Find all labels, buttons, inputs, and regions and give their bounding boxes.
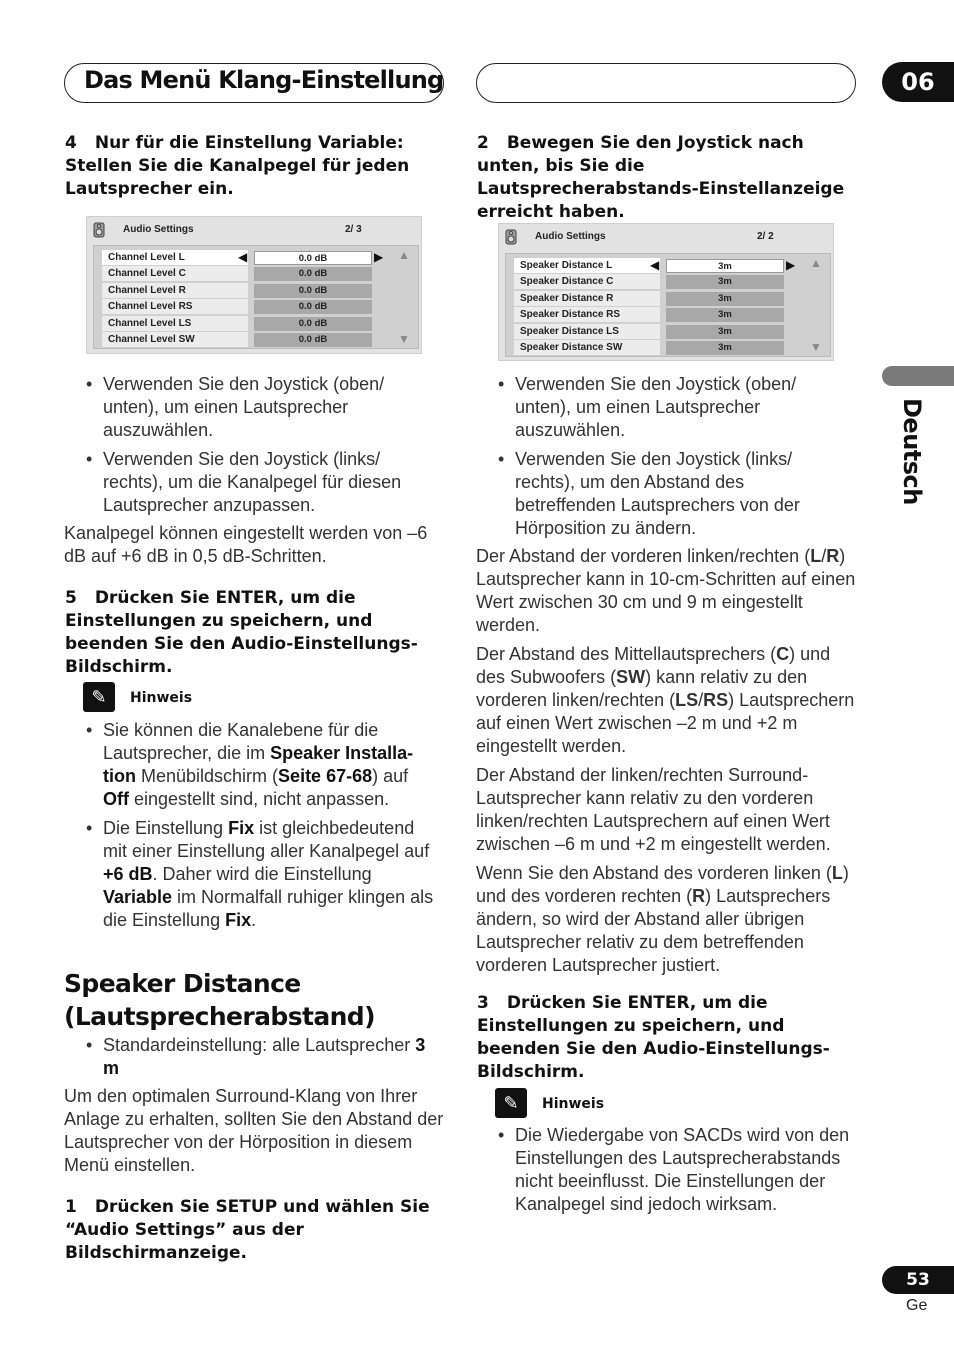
speaker-code: L <box>831 863 843 883</box>
speaker-code: L <box>810 546 822 566</box>
screen-page: 2/ 3 <box>345 224 362 235</box>
text: . Daher wird die Einstellung <box>152 864 372 884</box>
arrow-right-icon[interactable]: ▶ <box>786 258 796 272</box>
speaker-code: RS <box>703 690 729 710</box>
text: ) und des vorderen rechten ( <box>476 863 849 906</box>
setting-row[interactable] <box>510 324 806 340</box>
setting-row[interactable] <box>98 283 394 299</box>
setting-value: Variable <box>103 887 173 907</box>
text: Der Abstand der vorderen linken/rechten ( <box>476 546 811 566</box>
section-heading: Speaker Distance (Lautsprecherabstand) <box>64 969 375 1031</box>
setting-value: 3m <box>666 308 784 322</box>
setting-row[interactable] <box>510 307 806 323</box>
step-number: 5 <box>65 588 77 608</box>
language-label: Deutsch <box>898 398 926 505</box>
text: eingestellt sind, nicht anpassen. <box>129 789 390 809</box>
setting-value: Off <box>103 789 129 809</box>
scroll-up-icon[interactable]: ▲ <box>810 256 822 270</box>
bullet-list <box>86 373 426 523</box>
speaker-code: R <box>692 886 706 906</box>
setting-value: Fix <box>228 818 255 838</box>
note-label: Hinweis <box>542 1096 605 1112</box>
text: / <box>821 546 827 566</box>
scroll-down-icon[interactable]: ▼ <box>398 332 410 346</box>
page-language-code: Ge <box>906 1297 928 1314</box>
setting-value: 3m <box>666 341 784 355</box>
scroll-down-icon[interactable]: ▼ <box>810 340 822 354</box>
step-number: 2 <box>477 133 489 153</box>
default-list <box>86 1034 436 1086</box>
note-list <box>498 1124 858 1222</box>
setting-row[interactable] <box>510 291 806 307</box>
text: ) Lautsprechers ändern, so wird der Abstand aller übrigen Lautsprecher relativ zu dem betreffenden vorderen Lautsprecher justiert. <box>476 886 831 975</box>
setting-label: Channel Level R <box>102 283 248 298</box>
screen-title: Audio Settings <box>535 231 606 242</box>
paragraph <box>476 545 856 637</box>
paragraph <box>476 862 856 977</box>
screen-title: Audio Settings <box>123 224 194 235</box>
setting-row[interactable] <box>510 258 806 274</box>
channel-level-screen <box>86 216 422 354</box>
speaker-code: LS <box>675 690 699 710</box>
list-item: • Verwenden Sie den Joystick (links/ rechts), um den Abstand des betreffenden Lautsprechers von der Hörposition zu ändern. <box>498 448 843 540</box>
setting-value: 3m <box>666 259 784 273</box>
text: Menübildschirm ( <box>136 766 279 786</box>
setting-value: 0.0 dB <box>254 333 372 347</box>
setting-value: 3m <box>666 292 784 306</box>
step-number: 1 <box>65 1197 77 1217</box>
setting-label: Channel Level LS <box>102 316 248 331</box>
note-list <box>86 719 436 938</box>
setting-row[interactable] <box>98 266 394 282</box>
setting-label: Channel Level C <box>102 266 248 281</box>
list-item <box>86 817 436 932</box>
step-text: Drücken Sie SETUP und wählen Sie “Audio Settings” aus der Bildschirmanzeige. <box>65 1197 430 1263</box>
setting-value: 0.0 dB <box>254 251 372 265</box>
setting-row[interactable] <box>510 340 806 356</box>
setting-label: Channel Level SW <box>102 332 248 347</box>
setting-label: Speaker Distance C <box>514 274 660 289</box>
text: im Normalfall ruhiger klingen als die Einstellung <box>103 887 434 930</box>
text: / <box>698 690 704 710</box>
speaker-code: C <box>776 644 790 664</box>
list-item: • Verwenden Sie den Joystick (oben/ unten), um einen Lautsprecher auszuwählen. <box>498 373 843 442</box>
speaker-code: SW <box>616 667 646 687</box>
setting-value: 3m <box>666 275 784 289</box>
setting-value: +6 dB <box>103 864 153 884</box>
page-reference: Seite 67-68 <box>278 766 373 786</box>
screen-page: 2/ 2 <box>757 231 774 242</box>
list-item: • Verwenden Sie den Joystick (oben/ unten), um einen Lautsprecher auszuwählen. <box>86 373 426 442</box>
setting-label: Speaker Distance LS <box>514 324 660 339</box>
setting-value: 0.0 dB <box>254 317 372 331</box>
step-text: Drücken Sie ENTER, um die Einstellungen zu speichern, und beenden Sie den Audio-Einstellungs-Bildschirm. <box>477 993 830 1082</box>
arrow-left-icon[interactable]: ◀ <box>650 258 660 272</box>
step-2 <box>477 132 862 224</box>
text: Der Abstand des Mittellautsprechers ( <box>476 644 777 664</box>
paragraph: Um den optimalen Surround-Klang von Ihrer Anlage zu erhalten, sollten Sie den Abstand der Lautsprecher von der Hörposition in diesem Menü einstellen. <box>64 1086 444 1175</box>
header-empty-frame <box>476 63 856 103</box>
scroll-up-icon[interactable]: ▲ <box>398 248 410 262</box>
step-3 <box>477 992 862 1084</box>
page-header-title: Das Menü Klang-Einstellung <box>84 66 444 94</box>
text: Die Einstellung <box>103 818 229 838</box>
setting-label: Speaker Distance L <box>514 258 660 273</box>
arrow-left-icon[interactable]: ◀ <box>238 250 248 264</box>
default-value: 3 m <box>103 1035 426 1078</box>
step-5 <box>65 587 445 679</box>
text: Wenn Sie den Abstand des vorderen linken ( <box>476 863 832 883</box>
setting-label: Speaker Distance SW <box>514 340 660 355</box>
list-item: • Verwenden Sie den Joystick (links/ rechts), um die Kanalpegel für diesen Lautsprecher anzupassen. <box>86 448 426 517</box>
list-item <box>86 719 436 811</box>
setting-value: 0.0 dB <box>254 300 372 314</box>
step-4 <box>65 132 425 201</box>
text: Standardeinstellung: alle Lautsprecher <box>103 1035 416 1055</box>
setting-row[interactable] <box>510 274 806 290</box>
step-number: 4 <box>65 133 77 153</box>
speaker-code: R <box>826 546 840 566</box>
paragraph: Kanalpegel können eingestellt werden von –6 dB auf +6 dB in 0,5 dB-Schritten. <box>64 523 428 566</box>
menu-name: Speaker Installa-tion <box>103 743 414 786</box>
setting-label: Channel Level RS <box>102 299 248 314</box>
text: ) Lautsprecher kann in 10-cm-Schritten auf einen Wert zwischen 30 cm und 9 m eingestellt werden. <box>476 546 856 635</box>
note-pencil-icon: ✎ <box>83 682 115 712</box>
speaker-distance-screen <box>498 223 834 361</box>
setting-value: 0.0 dB <box>254 267 372 281</box>
right-paragraphs <box>476 545 856 983</box>
list-item: • Die Wiedergabe von SACDs wird von den Einstellungen des Lautsprecherabstands nicht beeinflusst. Die Einstellungen der Kanalpegel sind jedoch wirksam. <box>498 1124 858 1216</box>
text: ) und des Subwoofers ( <box>476 644 831 687</box>
arrow-right-icon[interactable]: ▶ <box>374 250 384 264</box>
setting-row[interactable] <box>98 250 394 266</box>
text: ) kann relativ zu den vorderen linken/rechten ( <box>476 667 808 710</box>
step-text: Nur für die Einstellung Variable: Stellen Sie die Kanalpegel für jeden Lautsprecher ein. <box>65 133 410 199</box>
paragraph: Der Abstand der linken/rechten Surround-Lautsprecher kann relativ zu den vorderen linken/rechten Lautsprechern auf einen Wert zwischen –6 m und +2 m eingestellt werden. <box>476 765 831 854</box>
page-number: 53 <box>882 1266 954 1294</box>
step-text: Bewegen Sie den Joystick nach unten, bis Sie die Lautsprecherabstands-Einstellanzeige erreicht haben. <box>477 133 845 222</box>
language-tab <box>882 366 954 386</box>
setting-row[interactable] <box>98 299 394 315</box>
note-label: Hinweis <box>130 690 193 706</box>
setting-row[interactable] <box>98 316 394 332</box>
paragraph <box>476 643 856 758</box>
setting-value: 3m <box>666 325 784 339</box>
text: ) Lautsprechern auf einen Wert zwischen –2 m und +2 m eingestellt werden. <box>476 690 855 756</box>
note-pencil-icon: ✎ <box>495 1088 527 1118</box>
speaker-icon <box>505 229 519 245</box>
step-number: 3 <box>477 993 489 1013</box>
setting-row[interactable] <box>98 332 394 348</box>
text: Sie können die Kanalebene für die Lautsprecher, die im <box>103 720 379 763</box>
chapter-number: 06 <box>882 62 954 102</box>
setting-label: Speaker Distance R <box>514 291 660 306</box>
text: ) auf <box>372 766 409 786</box>
settings-panel <box>505 253 831 357</box>
step-text: Drücken Sie ENTER, um die Einstellungen zu speichern, und beenden Sie den Audio-Einstellungs-Bildschirm. <box>65 588 418 677</box>
settings-panel <box>93 245 419 349</box>
setting-value: Fix <box>225 910 252 930</box>
setting-value: 0.0 dB <box>254 284 372 298</box>
text: . <box>251 910 257 930</box>
setting-label: Channel Level L <box>102 250 248 265</box>
step-1 <box>65 1196 435 1265</box>
setting-label: Speaker Distance RS <box>514 307 660 322</box>
bullet-list <box>498 373 843 546</box>
text: ist gleichbedeutend mit einer Einstellung aller Kanalpegel auf <box>103 818 430 861</box>
list-item <box>86 1034 436 1080</box>
speaker-icon <box>93 222 107 238</box>
